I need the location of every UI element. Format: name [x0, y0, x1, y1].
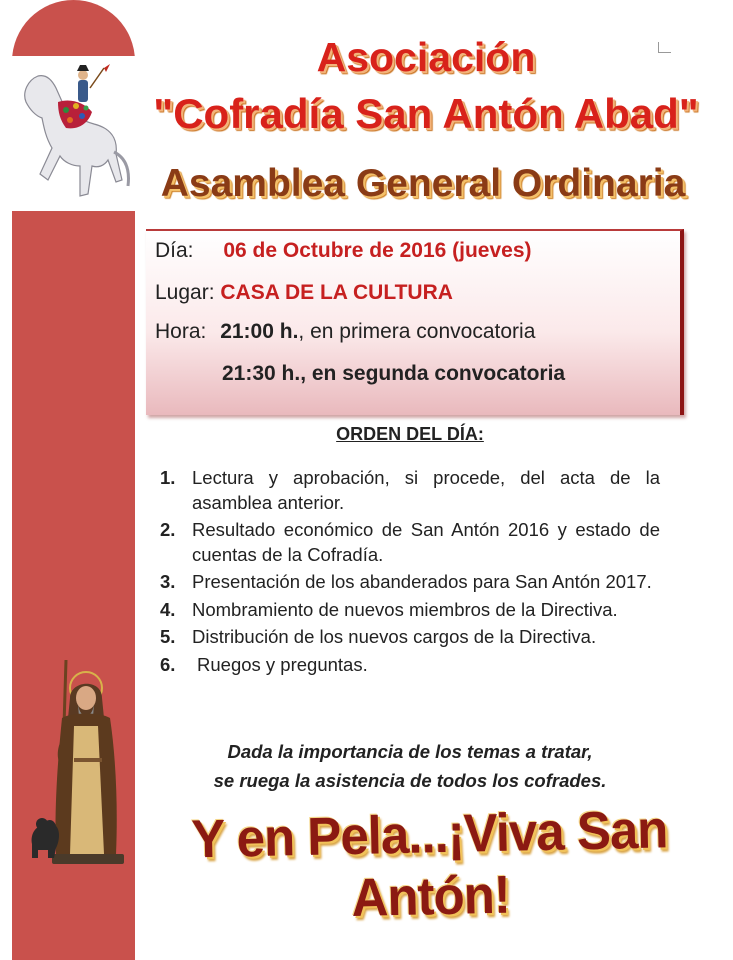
date-value: 06 de Octubre de 2016 (jueves) [223, 239, 532, 262]
agenda-item-number: 6. [160, 653, 176, 675]
event-info-box [146, 229, 684, 415]
san-anton-statue-illustration [24, 658, 134, 878]
agenda-item-number: 3. [160, 571, 176, 592]
agenda-item-text: Presentación de los abanderados para San Antón 2017. [192, 571, 652, 592]
time-text-1: , en primera convocatoria [298, 320, 536, 343]
time-label: Hora: [155, 320, 207, 343]
place-line [155, 281, 453, 305]
time-line-2: 21:30 h., en segunda convocatoria [222, 362, 566, 385]
agenda-item [160, 653, 660, 678]
date-line [155, 239, 532, 263]
agenda-item [160, 518, 660, 567]
place-label: Lugar: [155, 281, 215, 304]
closing-line-2: se ruega la asistencia de todos los cofrades. [213, 770, 607, 791]
assembly-title: Asamblea General Ordinaria [160, 162, 686, 205]
agenda-item-number: 5. [160, 626, 176, 647]
cofradia-title: "Cofradía San Antón Abad" [153, 90, 699, 137]
agenda-list [160, 466, 660, 680]
horse-rider-illustration [18, 62, 133, 208]
agenda-heading: ORDEN DEL DÍA: [336, 424, 484, 444]
agenda-item-number: 1. [160, 467, 176, 488]
time-line-1 [155, 320, 535, 344]
agenda-item-text: Lectura y aprobación, si procede, del acta de la asamblea anterior. [192, 467, 660, 513]
agenda-item-text: Distribución de los nuevos cargos de la Directiva. [192, 626, 597, 647]
date-label: Día: [155, 239, 194, 262]
agenda-item-text: Nombramiento de nuevos miembros de la Directiva. [192, 598, 618, 620]
agenda-item-number: 2. [160, 519, 176, 540]
agenda-item [160, 570, 660, 595]
association-title: Asociación [316, 34, 536, 80]
agenda-item-text: Resultado económico de San Antón 2016 y estado de cuentas de la Cofradía. [192, 519, 660, 565]
agenda-item [160, 466, 660, 515]
agenda-item [160, 598, 660, 623]
slogan-banner: Y en Pela...¡Viva San Antón! [190, 799, 668, 928]
agenda-item-text: Ruegos y preguntas. [197, 653, 368, 675]
time-value-1: 21:00 h. [220, 320, 299, 343]
agenda-item [160, 625, 660, 650]
closing-line-1: Dada la importancia de los temas a tratar, [227, 741, 593, 762]
agenda-item-number: 4. [160, 598, 176, 620]
place-value: CASA DE LA CULTURA [220, 281, 453, 304]
